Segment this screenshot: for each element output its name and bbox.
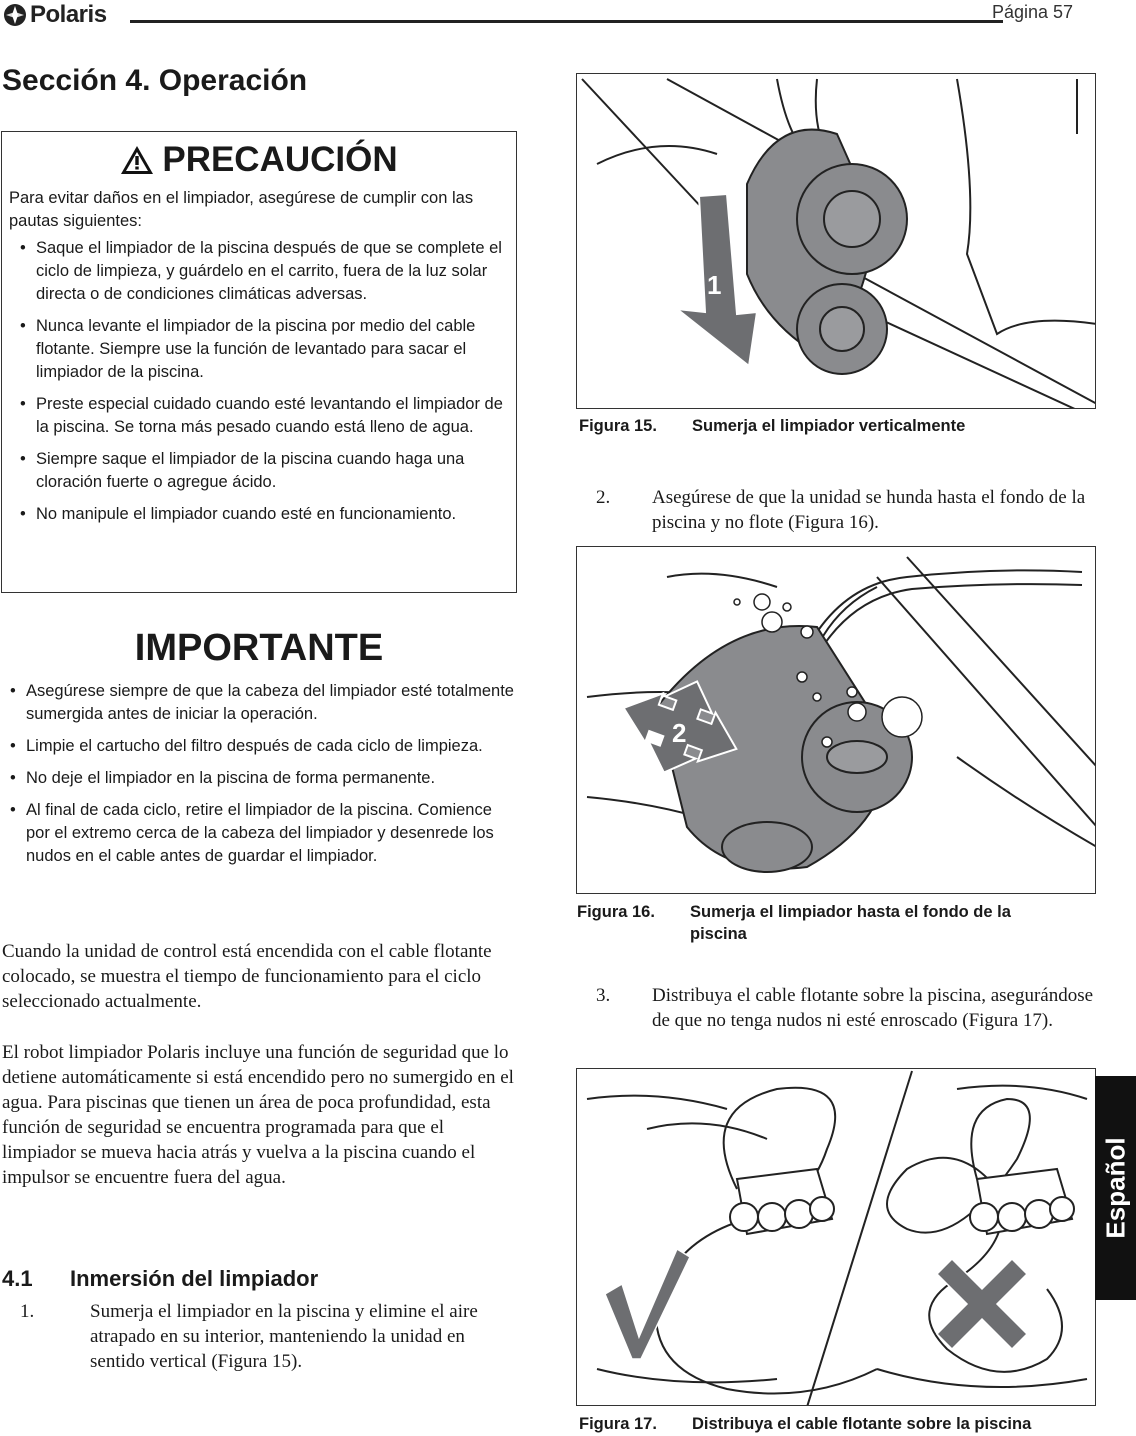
caution-heading <box>2 140 516 180</box>
important-title: IMPORTANTE <box>134 627 384 669</box>
list-item: • Siempre saque el limpiador de la piscina cuando haga una cloración fuerte o agregue ácido. <box>10 448 515 494</box>
figure-label: Figura 15. <box>579 417 657 435</box>
list-item: • Al final de cada ciclo, retire el limpiador de la piscina. Comience por el extremo cerca de la cabeza del limpiador y desenrede los nudos en el cable antes de guardar el limpiador. <box>0 799 518 868</box>
step-item <box>596 983 1096 1033</box>
list-item: • Preste especial cuidado cuando esté levantando el limpiador de la piscina. Se torna más pesado cuando está lleno de agua. <box>10 393 515 439</box>
caution-title: PRECAUCIÓN <box>162 140 398 179</box>
subsection-title: Inmersión del limpiador <box>70 1266 319 1291</box>
list-item: • Nunca levante el limpiador de la piscina por medio del cable flotante. Siempre use la función de levantado para sacar el limpiador de la piscina. <box>10 315 515 384</box>
warning-icon <box>120 145 154 175</box>
figure-15-illustration <box>576 73 1096 409</box>
figure-16-caption <box>577 901 1057 945</box>
step-text: Asegúrese de que la unidad se hunda hasta el fondo de la piscina y no flote (Figura 16). <box>652 487 1086 533</box>
caution-list <box>10 237 515 535</box>
language-tab <box>1095 1076 1136 1300</box>
caution-intro: Para evitar daños en el limpiador, asegúrese de cumplir con las pautas siguientes: <box>9 189 474 230</box>
list-item: • Limpie el cartucho del filtro después de cada ciclo de limpieza. <box>0 735 518 758</box>
list-item: • Asegúrese siempre de que la cabeza del limpiador esté totalmente sumergida antes de iniciar la operación. <box>0 680 518 726</box>
step-number: 2. <box>596 487 611 508</box>
step-text: Sumerja el limpiador en la piscina y elimine el aire atrapado en su interior, manteniendo la unidad en sentido vertical (Figura 15). <box>90 1301 478 1372</box>
step-number: 1. <box>20 1301 35 1322</box>
figure-16-illustration <box>576 546 1096 894</box>
page-number: Página 57 <box>992 2 1074 22</box>
callout-2: 2 <box>672 718 687 748</box>
polaris-emblem-icon <box>2 3 28 27</box>
callout-1: 1 <box>707 270 722 300</box>
checkmark-icon <box>605 1249 690 1359</box>
subsection-number: 4.1 <box>2 1266 33 1291</box>
polaris-logo <box>2 2 107 28</box>
figure-caption: Distribuya el cable flotante sobre la piscina <box>692 1415 1032 1433</box>
header-rule <box>130 20 1003 23</box>
step-number: 3. <box>596 985 611 1006</box>
caution-box <box>1 131 517 593</box>
language-label: Español <box>1100 1137 1130 1239</box>
step-item <box>596 485 1096 535</box>
section-title: Sección 4. Operación <box>2 64 308 97</box>
list-item: • Saque el limpiador de la piscina después de que se complete el ciclo de limpieza, y guárdelo en el carrito, fuera de la luz solar directa o de condiciones climáticas adversas. <box>10 237 515 306</box>
figure-17-illustration <box>576 1068 1096 1406</box>
body-paragraph: El robot limpiador Polaris incluye una función de seguridad que lo detiene automáticamente si está encendido pero no sumergido en el agua. Para piscinas que tienen un área de poca profundidad, esta función de seguridad se encuentra programada para que el limpiador se mueva hacia atrás y vuelva a la piscina cuando el impulsor se encuentre fuera del agua. <box>2 1042 514 1188</box>
figure-17-caption <box>579 1415 1031 1434</box>
step-text: Distribuya el cable flotante sobre la piscina, asegurándose de que no tenga nudos ni esté enroscado (Figura 17). <box>652 985 1094 1031</box>
important-list <box>0 680 518 877</box>
list-item: • No deje el limpiador en la piscina de forma permanente. <box>0 767 518 790</box>
figure-15-caption <box>579 417 965 436</box>
list-item: • No manipule el limpiador cuando esté en funcionamiento. <box>10 503 515 526</box>
subsection-heading <box>2 1266 318 1292</box>
logo-wordmark: Polaris <box>30 1 107 28</box>
figure-caption: Sumerja el limpiador hasta el fondo de la piscina <box>690 903 1011 943</box>
cross-icon <box>937 1259 1027 1349</box>
figure-label: Figura 17. <box>579 1415 657 1433</box>
figure-label: Figura 16. <box>577 903 655 921</box>
step-item <box>20 1299 520 1374</box>
figure-caption: Sumerja el limpiador verticalmente <box>692 417 966 435</box>
body-paragraph: Cuando la unidad de control está encendida con el cable flotante colocado, se muestra el tiempo de funcionamiento para el ciclo seleccionado actualmente. <box>2 941 492 1012</box>
